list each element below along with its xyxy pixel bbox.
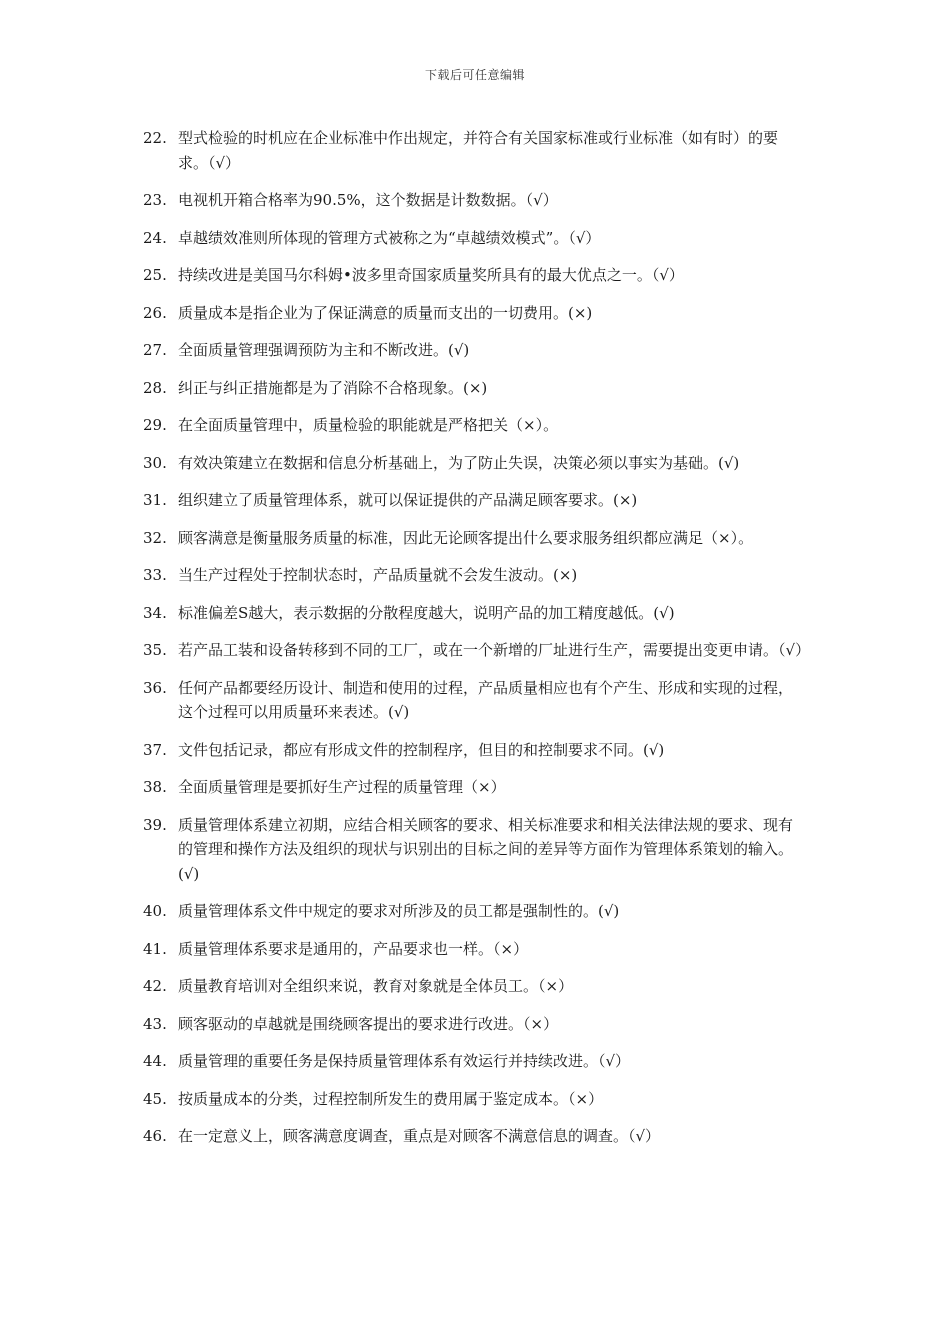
question-text: 顾客驱动的卓越就是围绕顾客提出的要求进行改进。（×） — [178, 1014, 559, 1033]
question-number: 25. — [143, 266, 167, 284]
question-number: 23. — [143, 191, 167, 209]
question-item — [143, 676, 803, 725]
question-item — [143, 974, 803, 999]
question-number: 26. — [143, 303, 167, 322]
question-item — [143, 1087, 803, 1112]
question-item — [143, 1049, 803, 1074]
question-item — [143, 563, 803, 588]
question-number: 39. — [143, 815, 167, 834]
question-text: 型式检验的时机应在企业标准中作出规定，并符合有关国家标准或行业标准（如有时）的要求。（√） — [178, 129, 779, 172]
question-item — [143, 937, 803, 962]
question-item — [143, 376, 803, 401]
question-text: 纠正与纠正措施都是为了消除不合格现象。(×) — [178, 378, 488, 397]
question-text: 质量管理的重要任务是保持质量管理体系有效运行并持续改进。（√） — [178, 1052, 631, 1070]
question-item — [143, 413, 803, 438]
question-text: 按质量成本的分类，过程控制所发生的费用属于鉴定成本。（×） — [178, 1089, 604, 1108]
question-number: 38. — [143, 778, 167, 796]
question-item — [143, 488, 803, 513]
question-number: 33. — [143, 566, 167, 584]
question-number: 44. — [143, 1052, 167, 1070]
question-number: 41. — [143, 939, 167, 958]
question-text: 质量管理体系文件中规定的要求对所涉及的员工都是强制性的。(√) — [178, 902, 620, 920]
question-text: 卓越绩效准则所体现的管理方式被称之为“卓越绩效模式”。（√） — [178, 228, 601, 247]
question-text: 若产品工装和设备转移到不同的工厂，或在一个新增的厂址进行生产，需要提出变更申请。（√） — [178, 641, 811, 659]
question-text: 电视机开箱合格率为90.5%，这个数据是计数数据。（√） — [178, 191, 558, 209]
question-number: 45. — [143, 1089, 167, 1108]
question-text: 持续改进是美国马尔科姆•波多里奇国家质量奖所具有的最大优点之一。（√） — [178, 266, 684, 284]
question-number: 30. — [143, 453, 167, 472]
question-item — [143, 813, 803, 887]
question-text: 文件包括记录，都应有形成文件的控制程序，但目的和控制要求不同。(√) — [178, 740, 665, 759]
question-item — [143, 1012, 803, 1037]
question-item — [143, 263, 803, 288]
question-item — [143, 775, 803, 800]
question-text: 有效决策建立在数据和信息分析基础上，为了防止失误，决策必须以事实为基础。(√) — [178, 453, 740, 472]
question-text: 顾客满意是衡量服务质量的标准，因此无论顾客提出什么要求服务组织都应满足（×）。 — [178, 528, 754, 547]
question-item — [143, 526, 803, 551]
question-number: 27. — [143, 341, 167, 359]
question-text: 在一定意义上，顾客满意度调查，重点是对顾客不满意信息的调查。（√） — [178, 1127, 661, 1145]
question-text: 在全面质量管理中，质量检验的职能就是严格把关（×）。 — [178, 416, 559, 434]
question-text: 任何产品都要经历设计、制造和使用的过程，产品质量相应也有个产生、形成和实现的过程，这个过程可以用质量环来表述。(√) — [178, 678, 794, 721]
question-text: 质量管理体系建立初期，应结合相关顾客的要求、相关标准要求和相关法律法规的要求、现有的管理和操作方法及组织的现状与识别出的目标之间的差异等方面作为管理体系策划的输入。(√) — [178, 815, 794, 883]
question-item — [143, 638, 811, 663]
page-header: 下载后可任意编辑 — [424, 68, 525, 82]
question-text: 全面质量管理是要抓好生产过程的质量管理（×） — [178, 778, 506, 796]
question-item — [143, 226, 803, 251]
question-text: 当生产过程处于控制状态时，产品质量就不会发生波动。(×) — [178, 566, 578, 584]
question-item — [143, 601, 803, 626]
question-number: 37. — [143, 740, 167, 759]
question-item — [143, 1124, 803, 1149]
question-item — [143, 188, 803, 213]
question-number: 42. — [143, 977, 167, 995]
question-item — [143, 451, 803, 476]
question-list — [143, 126, 811, 1162]
question-item — [143, 738, 803, 763]
question-text: 质量教育培训对全组织来说，教育对象就是全体员工。（×） — [178, 977, 574, 995]
question-number: 40. — [143, 902, 167, 920]
question-text: 全面质量管理强调预防为主和不断改进。(√) — [178, 341, 470, 359]
question-text: 质量成本是指企业为了保证满意的质量而支出的一切费用。(×) — [178, 303, 593, 322]
question-text: 标准偏差S越大，表示数据的分散程度越大，说明产品的加工精度越低。(√) — [178, 603, 675, 622]
question-number: 32. — [143, 528, 167, 547]
question-number: 36. — [143, 678, 167, 697]
question-number: 43. — [143, 1014, 167, 1033]
question-number: 35. — [143, 641, 167, 659]
question-text: 组织建立了质量管理体系，就可以保证提供的产品满足顾客要求。(×) — [178, 491, 638, 509]
question-item — [143, 338, 803, 363]
question-number: 31. — [143, 491, 167, 509]
question-item — [143, 301, 803, 326]
question-text: 质量管理体系要求是通用的，产品要求也一样。（×） — [178, 939, 529, 958]
question-number: 28. — [143, 378, 167, 397]
question-item — [143, 126, 803, 175]
question-number: 22. — [143, 129, 167, 147]
question-item — [143, 899, 803, 924]
question-number: 29. — [143, 416, 167, 434]
question-number: 24. — [143, 228, 167, 247]
question-number: 46. — [143, 1127, 167, 1145]
question-number: 34. — [143, 603, 167, 622]
